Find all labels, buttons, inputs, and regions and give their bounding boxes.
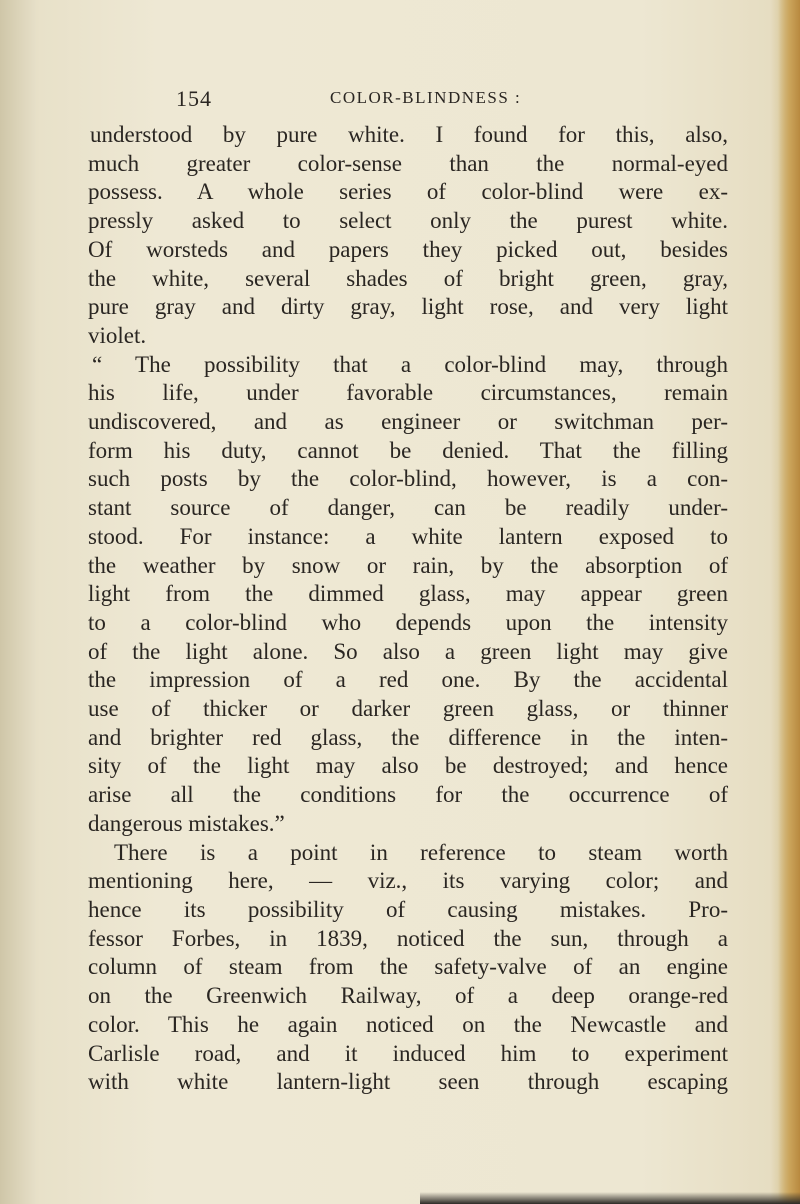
running-head: COLOR-BLINDNESS : (330, 88, 522, 107)
text-line: arise all the conditions for the occurrence of (88, 782, 728, 808)
page-header (176, 86, 616, 116)
text-line: Carlisle road, and it induced him to experiment (88, 1040, 728, 1066)
text-line: stant source of danger, can be readily under- (88, 495, 728, 521)
page-binding-shadow (0, 0, 36, 1204)
text-line: with white lantern-light seen through escaping (88, 1069, 728, 1095)
text-line: pure gray and dirty gray, light rose, and very light (88, 294, 728, 320)
body-text (88, 121, 728, 1097)
text-line: stood. For instance: a white lantern exposed to (88, 523, 728, 549)
text-line: color. This he again noticed on the Newcastle and (88, 1011, 728, 1037)
text-line: understood by pure white. I found for this, also, (90, 122, 728, 147)
text-line: much greater color-sense than the normal-eyed (88, 150, 728, 176)
text-line: violet. (88, 322, 147, 348)
text-line: hence its possibility of causing mistakes. Pro- (88, 896, 728, 922)
text-line: There is a point in reference to steam worth (114, 839, 728, 865)
text-line: the weather by snow or rain, by the absorption of (88, 552, 728, 578)
text-line: use of thicker or darker green glass, or thinner (88, 696, 728, 722)
text-line: column of steam from the safety-valve of an engine (88, 954, 728, 980)
text-line: fessor Forbes, in 1839, noticed the sun, through a (88, 925, 728, 951)
text-line: mentioning here, — viz., its varying color; and (88, 868, 728, 894)
text-line: undiscovered, and as engineer or switchman per- (88, 409, 728, 435)
text-line: dangerous mistakes.” (88, 810, 285, 836)
text-line: of the light alone. So also a green light may give (88, 638, 728, 664)
text-line: “ The possibility that a color-blind may, through (92, 351, 728, 377)
text-line: possess. A whole series of color-blind were ex- (88, 179, 728, 205)
text-line: the white, several shades of bright green, gray, (88, 265, 728, 291)
page-number: 154 (176, 86, 212, 111)
text-line: Of worsteds and papers they picked out, besides (88, 236, 728, 262)
text-line: to a color-blind who depends upon the intensity (88, 609, 728, 635)
text-line: sity of the light may also be destroyed; and hence (88, 753, 728, 779)
text-line: such posts by the color-blind, however, is a con- (88, 466, 728, 492)
page-bottom-shadow (420, 1192, 800, 1204)
text-line: his life, under favorable circumstances, remain (88, 380, 728, 406)
text-line: pressly asked to select only the purest white. (88, 208, 728, 234)
text-line: light from the dimmed glass, may appear green (88, 581, 728, 607)
text-line: form his duty, cannot be denied. That the filling (88, 437, 728, 463)
text-line: the impression of a red one. By the accidental (88, 667, 728, 693)
text-line: and brighter red glass, the difference in the inten- (88, 724, 728, 750)
text-line: on the Greenwich Railway, of a deep orange-red (88, 983, 728, 1009)
page-edge (778, 0, 800, 1204)
